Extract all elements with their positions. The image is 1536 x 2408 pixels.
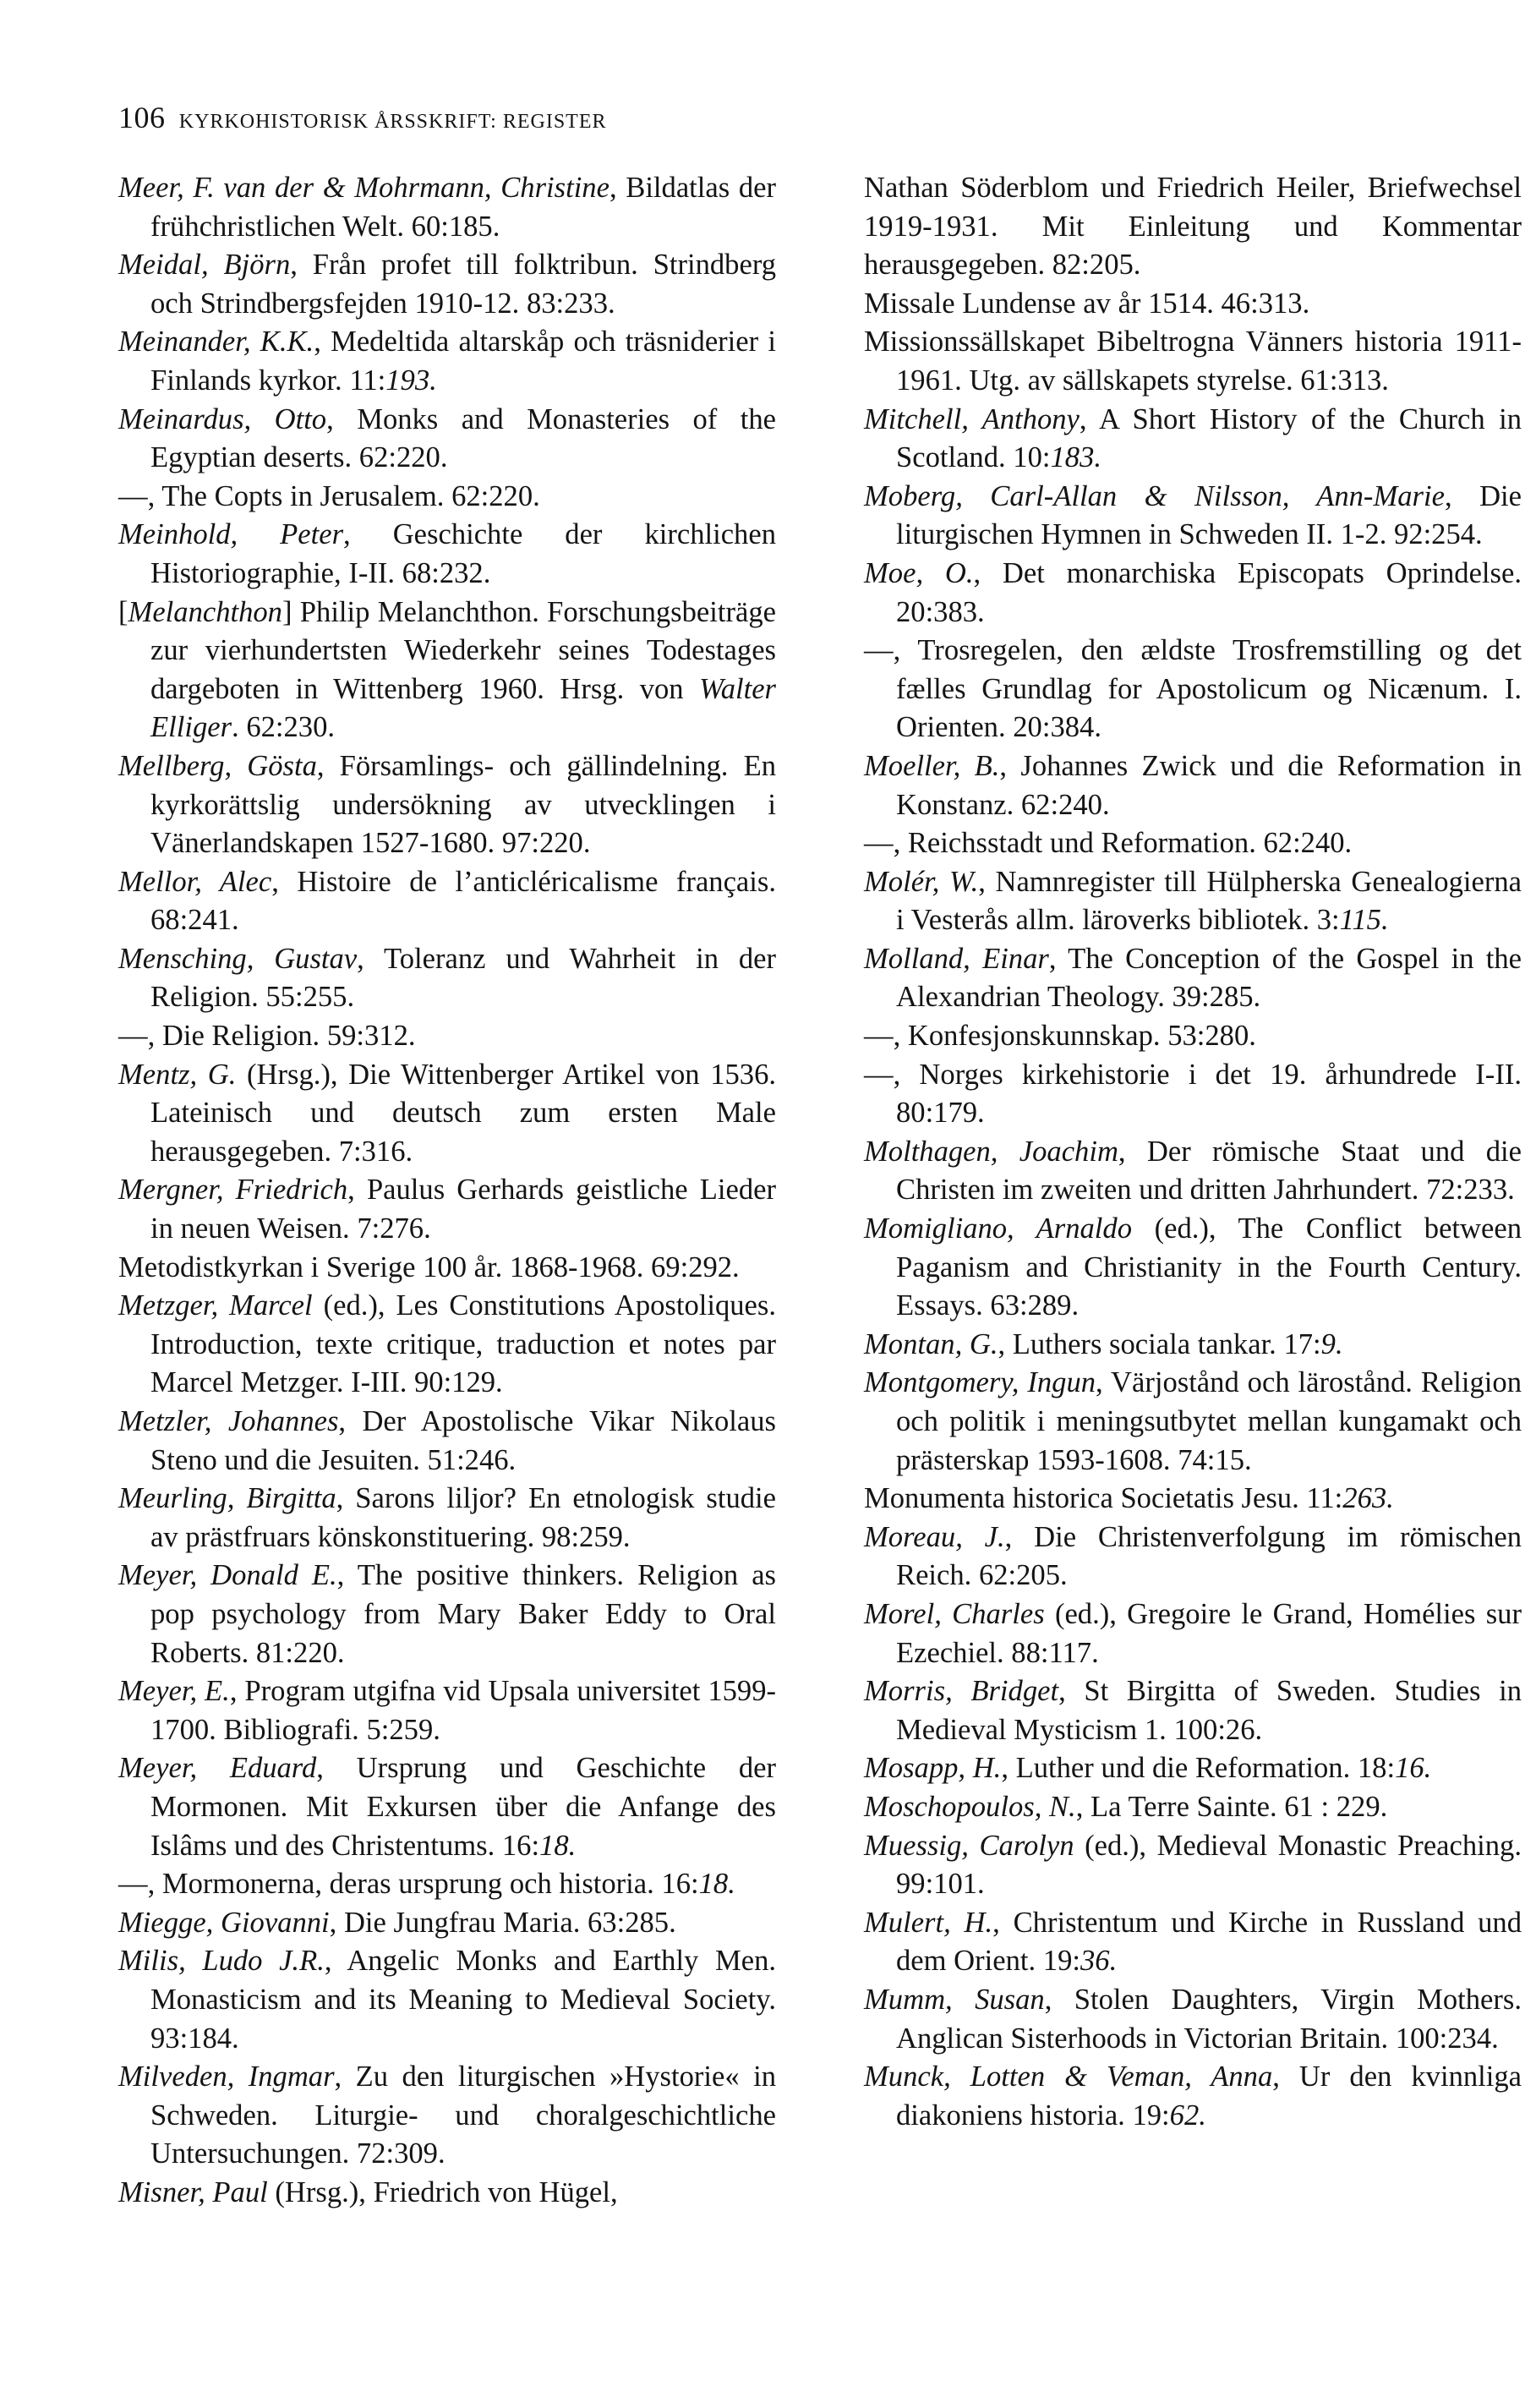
index-column-right: [864, 169, 1522, 2135]
entry-italic-text: Meurling, Birgitta: [118, 1482, 336, 1515]
entry-text: . 62:230.: [232, 711, 336, 744]
index-entry: [118, 940, 776, 1017]
entry-text: Metodistkyrkan i Sverige 100 år. 1868-1968. 69:292.: [118, 1251, 740, 1283]
entry-italic-text: 263.: [1342, 1482, 1394, 1515]
entry-text: Missionssällskapet Bibeltrogna Vänners historia 1911-1961. Utg. av sällskapets styrelse. 61:313.: [864, 326, 1522, 397]
entry-italic-text: Meyer, Eduard: [118, 1752, 317, 1785]
entry-italic-text: Mentz, G.: [118, 1058, 237, 1091]
index-entry: [864, 1364, 1522, 1480]
index-entry: [864, 1480, 1522, 1519]
entry-italic-text: Melanchthon: [128, 595, 282, 628]
index-entry: [118, 2174, 776, 2213]
index-entry: [118, 863, 776, 940]
index-entry: [864, 169, 1522, 285]
entry-text: Missale Lundense av år 1514. 46:313.: [864, 287, 1310, 320]
entry-text: (ed.), Medieval Monastic Preaching. 99:101.: [896, 1829, 1522, 1901]
index-entry: [864, 632, 1522, 747]
entry-italic-text: Molthagen, Joachim: [864, 1135, 1118, 1168]
entry-italic-text: Milis, Ludo J.R.: [118, 1945, 325, 1978]
entry-text: , Stolen Daughters, Virgin Mothers. Anglican Sisterhoods in Victorian Britain. 100:234.: [896, 1983, 1522, 2055]
entry-italic-text: Mulert, H.: [864, 1906, 993, 1939]
index-entry: [118, 1749, 776, 1865]
entry-text: , St Birgitta of Sweden. Studies in Medieval Mysticism 1. 100:26.: [896, 1675, 1522, 1746]
index-entry: [864, 1210, 1522, 1326]
index-entry: [118, 1403, 776, 1480]
entry-italic-text: Meinardus, Otto: [118, 402, 327, 435]
entry-text: , Die Jungfrau Maria. 63:285.: [329, 1906, 676, 1939]
index-entry: [864, 555, 1522, 632]
entry-italic-text: Moberg, Carl-Allan & Nilsson, Ann-Marie: [864, 479, 1445, 512]
index-entry: [864, 1827, 1522, 1904]
entry-text: , Ursprung und Geschichte der Mormonen. Mit Exkursen über die Anfange des Islâms und des Christentums. 16:: [150, 1752, 776, 1862]
index-entry: [864, 1788, 1522, 1827]
entry-text: , Histoire de l’anticléricalisme français. 68:241.: [150, 865, 776, 937]
index-entry: [118, 1171, 776, 1248]
entry-italic-text: 18.: [539, 1829, 577, 1862]
index-entry: [118, 323, 776, 400]
index-entry: [864, 1133, 1522, 1210]
index-entry: [118, 246, 776, 323]
entry-text: , La Terre Sainte. 61 : 229.: [1075, 1790, 1388, 1823]
entry-text: , Luther und die Reformation. 18:: [1001, 1752, 1396, 1785]
entry-italic-text: Meidal, Björn: [118, 249, 291, 282]
entry-text: Monumenta historica Societatis Jesu. 11:: [864, 1482, 1343, 1515]
index-entry: [864, 1519, 1522, 1595]
index-entry: [864, 1326, 1522, 1365]
entry-text: —, Die Religion. 59:312.: [118, 1020, 416, 1053]
entry-text: —, The Copts in Jerusalem. 62:220.: [118, 479, 540, 512]
entry-text: , Zu den liturgischen »Hystorie« in Schweden. Liturgie- und choralgeschichtliche Untersuchungen. 72:309.: [150, 2060, 776, 2170]
entry-text: Nathan Söderblom und Friedrich Heiler, Briefwechsel 1919-1931. Mit Einleitung und Kommentar herausgegeben. 82:205.: [864, 172, 1522, 282]
entry-text: , Sarons liljor? En etnologisk studie av prästfruars könskonstituering. 98:259.: [150, 1482, 776, 1553]
entry-italic-text: Moeller, B.: [864, 749, 1000, 782]
entry-italic-text: 16.: [1395, 1752, 1432, 1785]
index-entry: [864, 1056, 1522, 1133]
entry-text: , Der römische Staat und die Christen im zweiten und dritten Jahrhundert. 72:233.: [896, 1135, 1522, 1207]
entry-italic-text: 183.: [1050, 441, 1101, 474]
index-entry: [118, 1249, 776, 1288]
index-entry: [864, 401, 1522, 478]
entry-italic-text: 18.: [698, 1868, 735, 1901]
entry-text: , Angelic Monks and Earthly Men. Monasticism and its Meaning to Medieval Society. 93:184.: [150, 1945, 777, 2055]
index-entry: [864, 323, 1522, 400]
entry-text: —, Norges kirkehistorie i det 19. århundrede I-II. 80:179.: [864, 1058, 1522, 1130]
index-entry: [118, 1017, 776, 1056]
entry-text: , Från profet till folktribun. Strindberg och Strindbergsfejden 1910-12. 83:233.: [150, 249, 776, 320]
entry-text: , The Conception of the Gospel in the Alexandrian Theology. 39:285.: [896, 942, 1522, 1014]
index-entry: [864, 1749, 1522, 1788]
entry-text: , Johannes Zwick und die Reformation in Konstanz. 62:240.: [896, 749, 1522, 821]
entry-italic-text: Molér, W.: [864, 865, 979, 898]
entry-italic-text: Meyer, E.: [118, 1675, 230, 1708]
index-entry: [118, 2058, 776, 2174]
entry-text: (ed.), Gregoire le Grand, Homélies sur Ezechiel. 88:117.: [896, 1597, 1522, 1669]
index-entry: [118, 594, 776, 747]
running-title: KYRKOHISTORISK ÅRSSKRIFT: REGISTER: [178, 111, 607, 133]
entry-text: , Bildatlas der frühchristlichen Welt. 60:185.: [150, 172, 776, 243]
entry-italic-text: Mergner, Friedrich: [118, 1174, 348, 1207]
index-entry: [864, 747, 1522, 824]
index-entry: [864, 1595, 1522, 1672]
entry-italic-text: Molland, Einar: [864, 942, 1049, 975]
entry-italic-text: Miegge, Giovanni: [118, 1906, 330, 1939]
entry-italic-text: Mumm, Susan: [864, 1983, 1045, 2016]
entry-italic-text: 36.: [1080, 1945, 1118, 1978]
entry-italic-text: Mellberg, Gösta: [118, 749, 317, 782]
entry-text: ] Philip Melanchthon. Forschungsbeiträge zur vierhundertsten Wiederkehr seines Todestages dargeboten in Wittenberg 1960. Hrsg. von: [150, 595, 776, 705]
entry-italic-text: Mensching, Gustav: [118, 942, 358, 975]
entry-text: —, Reichsstadt und Reformation. 62:240.: [864, 827, 1353, 860]
entry-text: , Medeltida altarskåp och träsniderier i Finlands kyrkor. 11:: [150, 326, 776, 397]
index-entry: [864, 285, 1522, 324]
entry-text: (ed.), The Conflict between Paganism and Christianity in the Fourth Century. Essays. 63:289.: [896, 1212, 1522, 1322]
entry-italic-text: Meyer, Donald E.: [118, 1559, 337, 1592]
entry-italic-text: 115.: [1339, 904, 1389, 937]
index-entry: [118, 478, 776, 517]
index-entry: [864, 1672, 1522, 1749]
entry-italic-text: Munck, Lotten & Veman, Anna: [864, 2060, 1273, 2093]
entry-text: , Die Christenverfolgung im römischen Reich. 62:205.: [896, 1520, 1522, 1592]
index-entry: [118, 1904, 776, 1943]
entry-text: , Program utgifna vid Upsala universitet 1599-1700. Bibliografi. 5:259.: [150, 1675, 776, 1746]
entry-italic-text: 9.: [1320, 1327, 1343, 1360]
entry-text: (ed.), Les Constitutions Apostoliques. Introduction, texte critique, traduction et notes par Marcel Metzger. I-III. 90:129.: [150, 1289, 776, 1399]
entry-text: , The positive thinkers. Religion as pop psychology from Mary Baker Eddy to Oral Roberts. 81:220.: [150, 1559, 776, 1669]
entry-italic-text: Muessig, Carolyn: [864, 1829, 1074, 1862]
index-entry: [118, 1557, 776, 1672]
index-entry: [118, 1056, 776, 1172]
index-entry: [864, 1981, 1522, 2058]
entry-italic-text: Meinhold, Peter: [118, 518, 344, 551]
entry-text: —, Trosregelen, den ældste Trosfremstilling og det fælles Grundlag for Apostolicum og Nicænum. I. Orienten. 20:384.: [864, 634, 1522, 744]
index-entry: [864, 863, 1522, 940]
index-entry: [118, 1942, 776, 2058]
entry-italic-text: Misner, Paul: [118, 2175, 268, 2208]
entry-italic-text: Meer, F. van der & Mohrmann, Christine: [118, 172, 609, 204]
entry-text: , Geschichte der kirchlichen Historiographie, I-II. 68:232.: [150, 518, 776, 589]
entry-italic-text: Moschopoulos, N.: [864, 1790, 1076, 1823]
index-entry: [118, 1480, 776, 1557]
entry-italic-text: Metzler, Johannes: [118, 1405, 339, 1437]
index-entry: [864, 1017, 1522, 1056]
entry-italic-text: Walter Elliger: [150, 672, 776, 744]
entry-italic-text: Metzger, Marcel: [118, 1289, 313, 1322]
entry-text: , Paulus Gerhards geistliche Lieder in neuen Weisen. 7:276.: [150, 1174, 777, 1245]
entry-italic-text: Montgomery, Ingun: [864, 1366, 1096, 1399]
index-entry: [118, 401, 776, 478]
entry-text: , Värjostånd och lärostånd. Religion och politik i meningsutbytet mellan kungamakt och prästerskap 1593-1608. 74:15.: [896, 1366, 1522, 1476]
entry-text: , Luthers sociala tankar. 17:: [998, 1327, 1321, 1360]
entry-italic-text: 193.: [385, 364, 437, 397]
index-entry: [118, 1865, 776, 1904]
entry-text: , Församlings- och gällindelning. En kyrkorättslig undersökning av utvecklingen i Vänerlandskapen 1527-1680. 97:220.: [150, 749, 776, 860]
index-entry: [118, 747, 776, 863]
entry-italic-text: Mosapp, H.: [864, 1752, 1002, 1785]
entry-italic-text: Meinander, K.K.: [118, 326, 314, 358]
index-entry: [118, 1672, 776, 1749]
entry-italic-text: Montan, G.: [864, 1327, 998, 1360]
entry-text: , Namnregister till Hülpherska Genealogierna i Vesterås allm. läroverks bibliotek. 3:: [896, 865, 1522, 937]
entry-italic-text: 62.: [1169, 2099, 1206, 2132]
entry-text: (Hrsg.), Friedrich von Hügel,: [267, 2175, 618, 2208]
index-entry: [118, 516, 776, 593]
entry-text: , Toleranz und Wahrheit in der Religion. 55:255.: [150, 942, 776, 1014]
entry-italic-text: Momigliano, Arnaldo: [864, 1212, 1132, 1245]
entry-text: [: [118, 595, 128, 628]
entry-italic-text: Moe, O.: [864, 556, 974, 589]
entry-text: , A Short History of the Church in Scotland. 10:: [896, 402, 1522, 474]
index-entry: [864, 478, 1522, 555]
entry-italic-text: Milveden, Ingmar: [118, 2060, 335, 2093]
entry-text: , Ur den kvinnliga diakoniens historia. 19:: [896, 2060, 1522, 2132]
entry-text: , Monks and Monasteries of the Egyptian deserts. 62:220.: [150, 402, 776, 474]
index-entry: [864, 1904, 1522, 1981]
page-header: [118, 100, 607, 135]
entry-text: , Christentum und Kirche in Russland und dem Orient. 19:: [896, 1906, 1522, 1978]
index-entry: [118, 1287, 776, 1403]
entry-text: , Der Apostolische Vikar Nikolaus Steno und die Jesuiten. 51:246.: [150, 1405, 776, 1476]
entry-italic-text: Mellor, Alec: [118, 865, 272, 898]
entry-text: , Die liturgischen Hymnen in Schweden II. 1-2. 92:254.: [896, 479, 1522, 551]
entry-text: (Hrsg.), Die Wittenberger Artikel von 1536. Lateinisch und deutsch zum ersten Male herausgegeben. 7:316.: [150, 1058, 776, 1168]
index-entry: [118, 169, 776, 246]
index-entry: [864, 2058, 1522, 2135]
page-number: 106: [118, 101, 166, 134]
index-entry: [864, 940, 1522, 1017]
index-entry: [864, 824, 1522, 863]
entry-italic-text: Morris, Bridget: [864, 1675, 1059, 1708]
entry-italic-text: Mitchell, Anthony: [864, 402, 1080, 435]
entry-italic-text: Morel, Charles: [864, 1597, 1045, 1630]
entry-text: —, Mormonerna, deras ursprung och historia. 16:: [118, 1868, 699, 1901]
entry-text: , Det monarchiska Episcopats Oprindelse. 20:383.: [896, 556, 1522, 628]
entry-text: —, Konfesjonskunnskap. 53:280.: [864, 1020, 1256, 1053]
index-column-left: [118, 169, 776, 2212]
entry-italic-text: Moreau, J.: [864, 1520, 1005, 1553]
